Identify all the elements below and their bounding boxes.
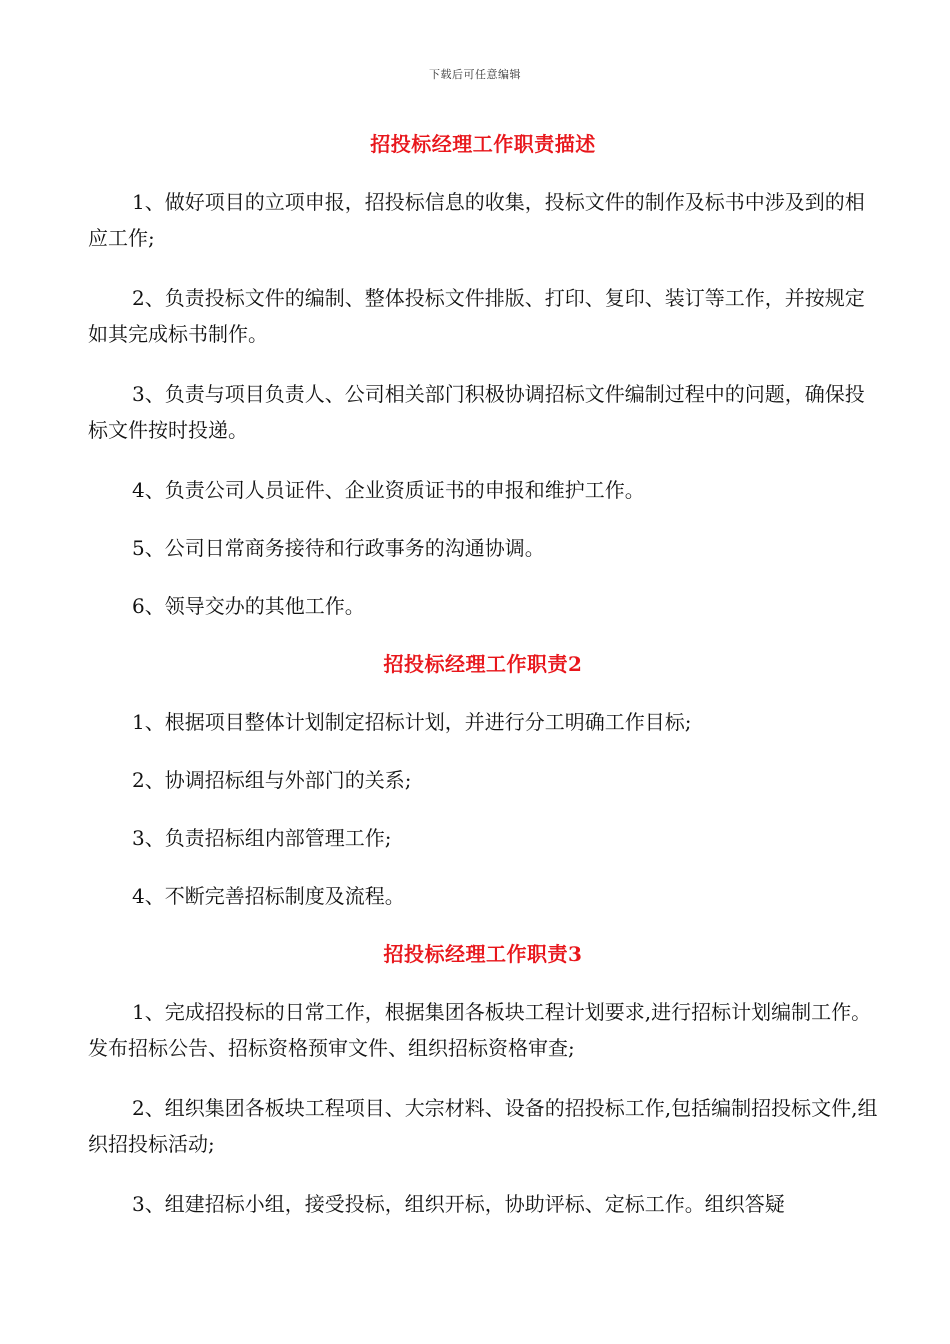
paragraph: 3、组建招标小组，接受投标，组织开标，协助评标、定标工作。组织答疑 — [132, 1192, 785, 1216]
section-title: 招投标经理工作职责2 — [383, 652, 583, 676]
paragraph: 1、完成招投标的日常工作，根据集团各板块工程计划要求,进行招标计划编制工作。发布招标公告、招标资格预审文件、组织招标资格审查; — [88, 1000, 872, 1060]
paragraph: 2、协调招标组与外部门的关系; — [132, 768, 412, 792]
paragraph: 1、根据项目整体计划制定招标计划，并进行分工明确工作目标; — [132, 710, 692, 734]
paragraph: 2、负责投标文件的编制、整体投标文件排版、打印、复印、装订等工作，并按规定如其完成标书制作。 — [88, 286, 865, 346]
paragraph: 2、组织集团各板块工程项目、大宗材料、设备的招投标工作,包括编制招投标文件,组织招投标活动; — [88, 1096, 878, 1156]
header-note: 下载后可任意编辑 — [429, 68, 521, 81]
section-title: 招投标经理工作职责3 — [383, 942, 583, 966]
paragraph: 1、做好项目的立项申报，招投标信息的收集，投标文件的制作及标书中涉及到的相应工作; — [88, 190, 865, 250]
paragraph: 6、领导交办的其他工作。 — [132, 594, 365, 618]
paragraph: 5、公司日常商务接待和行政事务的沟通协调。 — [132, 536, 545, 560]
paragraph: 3、负责招标组内部管理工作; — [132, 826, 392, 850]
paragraph: 4、负责公司人员证件、企业资质证书的申报和维护工作。 — [132, 478, 645, 502]
paragraph: 3、负责与项目负责人、公司相关部门积极协调招标文件编制过程中的问题，确保投标文件按时投递。 — [88, 382, 865, 442]
section-title: 招投标经理工作职责描述 — [370, 132, 596, 156]
document-body — [88, 118, 878, 1222]
paragraph: 4、不断完善招标制度及流程。 — [132, 884, 405, 908]
